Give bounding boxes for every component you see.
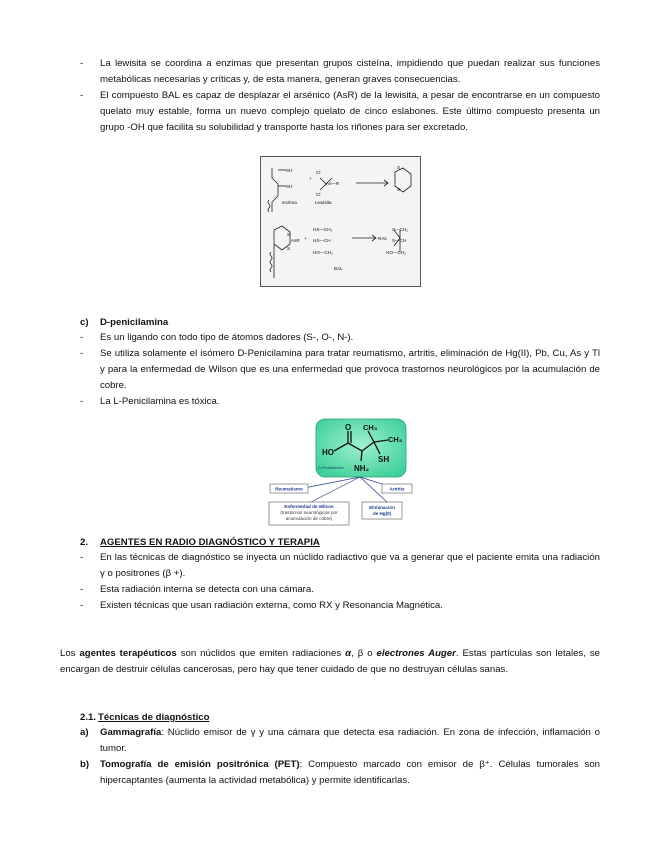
para-rest: . Estas partículas son letales, se encargan de destruir células cancerosas, pero hay que tener cuidado de que no destruyan células sanas.: [60, 648, 600, 675]
cl-label: Cl: [316, 192, 321, 197]
para-mid: son núclidos que emiten radiaciones: [176, 648, 346, 659]
wilson-sub-label: acumulación de cobre): [285, 516, 333, 521]
para-comma: , β o: [351, 648, 377, 659]
ho-ch2-label: HO—CH₂: [313, 250, 333, 255]
ch3-label: CH₃: [388, 435, 403, 444]
bullet-text: En las técnicas de diagnóstico se inyecta un núclido radiactivo que va a generar que el paciente emita una radiación γ o positrones (β +).: [100, 552, 600, 579]
bullet-camara: [80, 582, 600, 598]
artritis-label: Artritis: [389, 486, 405, 492]
asr-label: AsR: [291, 238, 300, 243]
ho-label: HO: [322, 448, 334, 457]
reumatismo-label: Reumatismo: [275, 486, 303, 492]
hs-ch2-label: HS—CH₂: [313, 227, 333, 232]
para-pre: Los: [60, 648, 80, 659]
enzima-label: enzima: [282, 200, 297, 205]
paragraph-agentes: [60, 646, 600, 678]
plus-label: +: [304, 236, 307, 241]
item-marker: a): [80, 727, 89, 738]
ho-ch2-label: HO—CH₂: [386, 250, 406, 255]
section-21-title: Técnicas de diagnóstico: [98, 712, 210, 723]
bullet-text: Esta radiación interna se detecta con una cámara.: [100, 584, 314, 595]
bullet-text: Es un ligando con todo tipo de átomos dadores (S-, O-, N-).: [100, 332, 354, 343]
s-ch2-label: S—CH₂: [392, 227, 409, 232]
item-gammagrafia: [80, 725, 600, 757]
sh-label: SH: [286, 184, 293, 189]
bullet-dash: -: [80, 552, 84, 563]
wilson-sub-label: (trastornos neurológicos por: [280, 510, 338, 515]
section-21-number: 2.1.: [80, 712, 97, 723]
s-label: S: [397, 165, 401, 170]
bullet-toxica: [80, 394, 600, 410]
bullet-dash: -: [80, 600, 84, 611]
bullet-dash: -: [80, 348, 84, 359]
section-c-marker: c): [80, 317, 89, 328]
ch3-label: CH₃: [363, 423, 378, 432]
item-marker: b): [80, 759, 90, 770]
s-label: S: [287, 246, 291, 251]
bullet-dash: -: [80, 396, 84, 407]
bullet-dash: -: [80, 90, 84, 101]
molecule-name-label: D-Penicilamina: [318, 466, 344, 470]
bullet-isomero: [80, 346, 600, 394]
bullet-bal: [80, 88, 600, 136]
cl-label: Cl: [316, 170, 321, 175]
bullet-text: Se utiliza solamente el isómero D-Penicilamina para tratar reumatismo, artritis, eliminación de Hg(II), Pb, Cu, As y Tl y para la enfermedad de Wilson que es una enfermedad que provoca trastornos neurológicos por la acumulación de cobre.: [100, 348, 600, 391]
para-auger: electrones Auger: [376, 648, 456, 659]
item-term: Tomografía de emisión positrónica (PET): [100, 759, 300, 770]
ras-label: RAs: [378, 236, 387, 241]
nh2-label: NH₂: [354, 464, 370, 473]
s-ch-label: S—CH: [392, 238, 407, 243]
item-text: : Compuesto marcado con emisor de β⁺. Células tumorales son hipercaptantes (aumenta la actividad metabólica) y permite identificarlas.: [100, 759, 600, 786]
s-label: S: [287, 232, 291, 237]
section-2-number: 2.: [80, 537, 89, 548]
s-label: S: [397, 187, 401, 192]
bullet-text: La L-Penicilamina es tóxica.: [100, 396, 220, 407]
bullet-lewisita: [80, 56, 600, 88]
bal-reaction-figure: [260, 156, 421, 287]
section-2-title: AGENTES EN RADIO DIAGNÓSTICO Y TERAPIA: [100, 537, 320, 548]
bullet-dash: -: [80, 58, 84, 69]
bullet-dash: -: [80, 332, 84, 343]
hs-ch-label: HS—CH: [313, 238, 331, 243]
hg-label: de Hg(II): [372, 511, 392, 516]
para-bold-term: agentes terapéuticos: [79, 648, 177, 659]
bullet-text: Existen técnicas que usan radiación externa, como RX y Resonancia Magnética.: [100, 600, 443, 611]
bullet-ligando: [80, 330, 600, 346]
item-term: Gammagrafía: [100, 727, 162, 738]
asr-label: As—R: [326, 181, 340, 186]
bullet-dash: -: [80, 584, 84, 595]
wilson-label: Enfermedad de Wilson: [284, 504, 334, 509]
plus-label: +: [309, 176, 312, 181]
item-text: : Núclido emisor de γ y una cámara que detecta esa radiación. En zona de infección, inflamación o tumor.: [100, 727, 600, 754]
sh-label: SH: [286, 168, 293, 173]
oxygen-label: O: [345, 423, 352, 432]
bullet-text: El compuesto BAL es capaz de desplazar el arsénico (AsR) de la lewisita, a pesar de encontrarse en un compuesto quelato muy estable, forma un nuevo complejo quelato de cinco eslabones. Este último compuesto presenta un grupo -OH que facilita su solubilidad y transporte hasta los riñones para ser excretado.: [100, 90, 600, 133]
penicilamina-figure: [264, 418, 414, 528]
hg-label: Eliminación: [369, 505, 395, 510]
para-alpha: α: [345, 648, 352, 659]
bullet-externa: [80, 598, 600, 614]
sh-label: SH: [378, 455, 390, 464]
bullet-text: La lewisita se coordina a enzimas que presentan grupos cisteína, impidiendo que puedan realizar sus funciones metabólicas necesarias y críticas y, de esta manera, generan graves consecuencias.: [100, 58, 600, 85]
item-pet: [80, 757, 600, 789]
section-c-title: D-penicilamina: [100, 317, 169, 328]
bullet-inyecta: [80, 550, 600, 582]
bal-label: BAL: [334, 266, 343, 271]
lewisita-label: Lewisita: [315, 200, 332, 205]
